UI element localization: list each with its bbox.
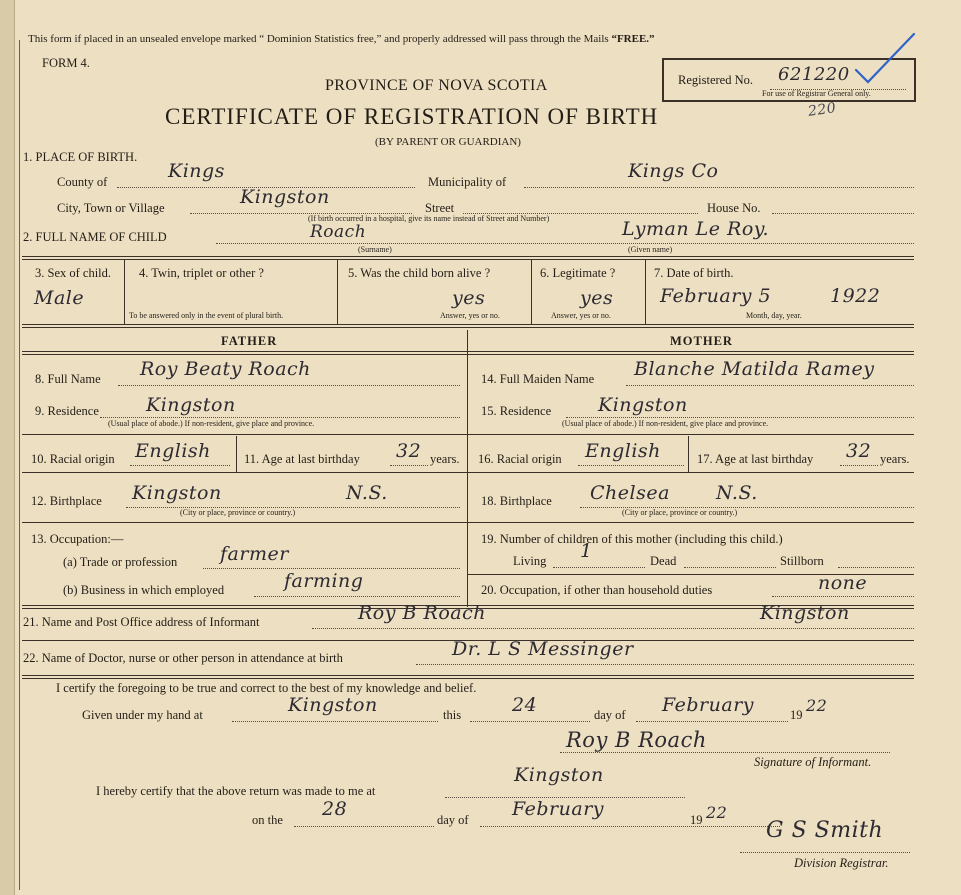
registered-number: 621220: [778, 64, 850, 85]
house-line: [772, 213, 914, 214]
parents-divider: [467, 330, 468, 607]
living-line: [553, 567, 645, 568]
mother-race-label: 16. Racial origin: [478, 452, 562, 466]
mother-name-line: [626, 385, 914, 386]
father-birth-rule: [22, 522, 467, 523]
mother-age-line: [840, 465, 878, 466]
father-birth-label: 12. Birthplace: [31, 494, 102, 508]
registrar-signature-line: [740, 852, 910, 853]
street-label: Street: [425, 201, 455, 215]
date-value: February 5: [660, 285, 772, 307]
registrar-day-line: [294, 826, 434, 827]
given-label: Given under my hand at: [82, 708, 203, 722]
father-res-value: Kingston: [146, 394, 236, 416]
mother-res-rule: [467, 434, 914, 435]
informant-signature: Roy B Roach: [566, 728, 707, 752]
row3-divider-3: [531, 260, 532, 324]
given-day-value: 24: [512, 694, 538, 716]
mother-age-value: 32: [846, 440, 872, 462]
father-occ-label: 13. Occupation:—: [31, 532, 124, 546]
county-label: County of: [57, 175, 108, 189]
doctor-value: Dr. L S Messinger: [452, 638, 634, 660]
row3-bottom-rule: [22, 324, 914, 328]
mother-occ-value: none: [818, 572, 868, 594]
father-name-value: Roy Beaty Roach: [140, 358, 311, 380]
registrar-year-value: 22: [706, 803, 728, 822]
registrar-note: For use of Registrar General only.: [762, 89, 871, 98]
mother-years-label: years.: [880, 452, 910, 466]
mother-res-label: 15. Residence: [481, 404, 552, 418]
father-age-line: [390, 465, 428, 466]
row3-divider-1: [124, 260, 125, 324]
mother-race-value: English: [585, 440, 661, 462]
father-race-line: [130, 465, 230, 466]
registrar-year-prefix: 19: [690, 813, 703, 827]
twin-label: 4. Twin, triplet or other ?: [139, 266, 264, 280]
father-birth-value: Kingston: [132, 482, 222, 504]
living-label: Living: [513, 554, 547, 568]
form-number: FORM 4.: [42, 56, 90, 70]
father-name-line: [118, 385, 460, 386]
mother-race-rule: [467, 472, 914, 473]
mother-heading: MOTHER: [670, 334, 733, 348]
father-business-value: farming: [284, 570, 364, 592]
mother-birth-note: (City or place, province or country.): [622, 508, 738, 517]
certificate-title: CERTIFICATE OF REGISTRATION OF BIRTH: [165, 104, 659, 129]
given-caption: (Given name): [628, 245, 673, 254]
given-year-prefix: 19: [790, 708, 803, 722]
registrar-month-value: February: [512, 798, 605, 820]
father-res-rule: [22, 434, 467, 435]
mother-age-label: 17. Age at last birthday: [697, 452, 814, 466]
informant-name-value: Roy B Roach: [358, 602, 486, 624]
municipality-line: [524, 187, 914, 188]
given-place-line: [232, 721, 438, 722]
city-value: Kingston: [240, 186, 330, 208]
check-mark-icon: [850, 30, 920, 90]
father-trade-line: [203, 568, 460, 569]
registrar-place-value: Kingston: [514, 764, 604, 786]
legit-value: yes: [580, 287, 614, 309]
house-label: House No.: [707, 201, 761, 215]
date-note: Month, day, year.: [746, 311, 802, 320]
given-month-line: [636, 721, 788, 722]
father-heading: FATHER: [221, 334, 278, 348]
certificate-subtitle: (BY PARENT OR GUARDIAN): [375, 136, 521, 148]
given-day-line: [470, 721, 590, 722]
father-trade-label: (a) Trade or profession: [63, 555, 178, 569]
mother-birth-value: Chelsea: [590, 482, 670, 504]
row3-divider-4: [645, 260, 646, 324]
doctor-line: [416, 664, 914, 665]
this-label: this: [443, 708, 462, 722]
county-value: Kings: [168, 160, 225, 182]
sex-label: 3. Sex of child.: [35, 266, 112, 280]
mother-name-value: Blanche Matilda Ramey: [634, 358, 875, 380]
mother-res-value: Kingston: [598, 394, 688, 416]
parents-top-rule: [22, 351, 914, 355]
mother-birth-prov: N.S.: [716, 482, 758, 504]
mother-birth-label: 18. Birthplace: [481, 494, 552, 508]
father-res-label: 9. Residence: [35, 404, 99, 418]
row3-top-rule: [22, 256, 914, 260]
dead-line: [684, 567, 776, 568]
father-age-label: 11. Age at last birthday: [244, 452, 360, 466]
registrar-signature: G S Smith: [766, 818, 884, 843]
informant-address-value: Kingston: [760, 602, 850, 624]
father-birth-prov: N.S.: [346, 482, 388, 504]
mother-children-label: 19. Number of children of this mother (including this child.): [481, 532, 783, 546]
given-month-value: February: [662, 694, 755, 716]
surname-caption: (Surname): [358, 245, 392, 254]
informant-signature-line: [560, 752, 890, 753]
mother-age-divider: [688, 436, 689, 472]
registrar-day-value: 28: [322, 798, 348, 820]
father-race-rule: [22, 472, 467, 473]
sex-value: Male: [34, 287, 85, 309]
doctor-label: 22. Name of Doctor, nurse or other person in attendance at birth: [23, 651, 343, 665]
municipality-label: Municipality of: [428, 175, 507, 189]
stillborn-label: Stillborn: [780, 554, 824, 568]
certify-statement: I certify the foregoing to be true and correct to the best of my knowledge and belief.: [56, 681, 477, 695]
father-trade-value: farmer: [220, 543, 289, 565]
given-day-of: day of: [594, 708, 626, 722]
registrar-month-line: [480, 826, 780, 827]
province-heading: PROVINCE OF NOVA SCOTIA: [325, 77, 548, 94]
given-year-value: 22: [806, 696, 828, 715]
child-surname-value: Roach: [310, 222, 367, 242]
registrar-caption: Division Registrar.: [794, 856, 889, 870]
registrar-statement: I hereby certify that the above return was made to me at: [96, 784, 376, 798]
alive-value: yes: [452, 287, 486, 309]
father-race-label: 10. Racial origin: [31, 452, 115, 466]
mail-notice-free: “FREE.”: [611, 33, 655, 45]
stillborn-line: [838, 567, 914, 568]
row3-divider-2: [337, 260, 338, 324]
mother-birth-rule: [467, 522, 914, 523]
father-business-label: (b) Business in which employed: [63, 583, 225, 597]
mother-name-label: 14. Full Maiden Name: [481, 372, 595, 386]
municipality-value: Kings Co: [628, 160, 719, 182]
registered-label: Registered No.: [678, 73, 753, 87]
mother-race-line: [578, 465, 684, 466]
child-name-line: [216, 243, 914, 244]
date-label: 7. Date of birth.: [654, 266, 734, 280]
mother-occ-label: 20. Occupation, if other than household duties: [481, 583, 713, 597]
father-age-value: 32: [396, 440, 422, 462]
given-place-value: Kingston: [288, 694, 378, 716]
father-race-value: English: [135, 440, 211, 462]
mother-res-line: [566, 417, 914, 418]
stamp-number: 220: [807, 100, 838, 120]
informant-label: 21. Name and Post Office address of Informant: [23, 615, 260, 629]
place-of-birth-label: 1. PLACE OF BIRTH.: [23, 150, 138, 164]
child-given-value: Lyman Le Roy.: [622, 218, 770, 240]
father-res-note: (Usual place of abode.) If non-resident, give place and province.: [108, 419, 315, 428]
left-binding-edge: [0, 0, 15, 895]
living-value: 1: [580, 540, 593, 562]
father-business-line: [254, 596, 460, 597]
mail-notice: [28, 33, 655, 45]
legit-label: 6. Legitimate ?: [540, 266, 616, 280]
father-birth-note: (City or place, province or country.): [180, 508, 296, 517]
dead-label: Dead: [650, 554, 677, 568]
alive-note: Answer, yes or no.: [440, 311, 500, 320]
registrar-on-label: on the: [252, 813, 283, 827]
father-res-line: [100, 417, 460, 418]
father-name-label: 8. Full Name: [35, 372, 101, 386]
date-year: 1922: [830, 285, 881, 307]
twin-note: To be answered only in the event of plural birth.: [129, 311, 284, 320]
doctor-rule: [22, 675, 914, 679]
informant-line: [312, 628, 914, 629]
alive-label: 5. Was the child born alive ?: [348, 266, 491, 280]
child-name-label: 2. FULL NAME OF CHILD: [23, 230, 167, 244]
left-margin-rule: [19, 40, 20, 890]
mother-res-note: (Usual place of abode.) If non-resident, give place and province.: [562, 419, 769, 428]
mail-notice-text: This form if placed in an unsealed envelope marked “ Dominion Statistics free,” and properly addressed will pass through the Mails: [28, 33, 609, 45]
registrar-day-of: day of: [437, 813, 469, 827]
father-age-divider: [236, 436, 237, 472]
informant-signature-caption: Signature of Informant.: [754, 755, 872, 769]
hospital-note: (If birth occurred in a hospital, give its name instead of Street and Number): [308, 214, 550, 223]
mother-occ-line: [772, 596, 914, 597]
legit-note: Answer, yes or no.: [551, 311, 611, 320]
father-years-label: years.: [430, 452, 460, 466]
city-label: City, Town or Village: [57, 201, 165, 215]
